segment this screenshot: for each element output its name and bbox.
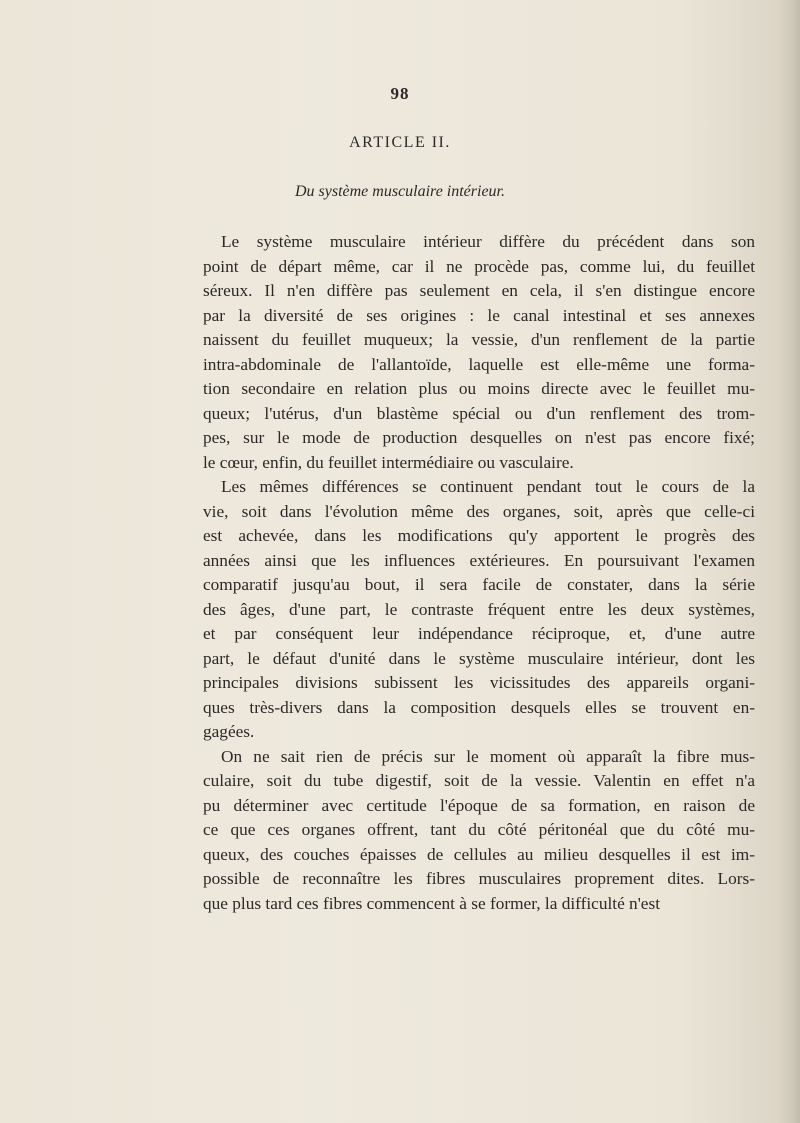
text-line: ce que ces organes offrent, tant du côté péritonéal que du côté mu-: [203, 820, 755, 839]
text-line: des âges, d'une part, le contraste fréquent entre les deux systèmes,: [203, 599, 755, 619]
text-line: possible de reconnaître les fibres musculaires proprement dites. Lors-: [203, 869, 755, 888]
page-number: 98: [390, 84, 410, 103]
page-edge-shadow: [778, 0, 800, 1123]
text-line: ques très-divers dans la composition desquels elles se trouvent en-: [203, 697, 755, 717]
text-line: On ne sait rien de précis sur le moment où apparaît la fibre mus-: [221, 746, 755, 766]
text-line: Les mêmes différences se continuent pendant tout le cours de la: [221, 477, 755, 496]
text-line: Le système musculaire intérieur diffère du précédent dans son: [221, 232, 755, 251]
text-line: tion secondaire en relation plus ou moins directe avec le feuillet mu-: [203, 379, 755, 398]
section-subtitle: Du système musculaire intérieur.: [294, 183, 506, 200]
text-line: queux; l'utérus, d'un blastème spécial ou d'un renflement des trom-: [203, 403, 755, 423]
text-line: point de départ même, car il ne procède pas, comme lui, du feuillet: [203, 256, 755, 276]
text-line: et par conséquent leur indépendance réciproque, et, d'une autre: [203, 624, 755, 643]
text-line: années ainsi que les influences extérieures. En poursuivant l'examen: [203, 550, 755, 570]
text-line: comparatif jusqu'au bout, il sera facile de constater, dans la série: [203, 575, 755, 594]
paragraph: [203, 230, 755, 475]
text-line: pu déterminer avec certitude l'époque de sa formation, en raison de: [203, 795, 755, 815]
text-line: séreux. Il n'en diffère pas seulement en cela, il s'en distingue encore: [203, 281, 755, 300]
paragraph: [203, 475, 755, 745]
text-line: gagées.: [203, 722, 255, 741]
text-line: intra-abdominale de l'allantoïde, laquelle est elle-même une forma-: [203, 354, 755, 374]
body-text: [203, 230, 755, 916]
text-line: naissent du feuillet muqueux; la vessie, d'un renflement de la partie: [203, 330, 755, 349]
text-line: queux, des couches épaisses de cellules au milieu desquelles il est im-: [203, 844, 755, 864]
text-line: le cœur, enfin, du feuillet intermédiaire ou vasculaire.: [203, 452, 574, 472]
text-line: est achevée, dans les modifications qu'y apportent le progrès des: [203, 526, 755, 545]
text-line: pes, sur le mode de production desquelles on n'est pas encore fixé;: [203, 428, 755, 447]
text-line: par la diversité de ses origines : le canal intestinal et ses annexes: [203, 305, 755, 325]
text-line: vie, soit dans l'évolution même des organes, soit, après que celle-ci: [203, 501, 755, 521]
paragraph: [203, 745, 755, 917]
text-line: part, le défaut d'unité dans le système musculaire intérieur, dont les: [203, 648, 755, 668]
text-line: que plus tard ces fibres commencent à se former, la difficulté n'est: [203, 893, 661, 913]
text-line: principales divisions subissent les vicissitudes des appareils organi-: [203, 673, 755, 692]
article-heading: ARTICLE II.: [349, 134, 451, 151]
text-line: culaire, soit du tube digestif, soit de la vessie. Valentin en effet n'a: [203, 771, 755, 790]
